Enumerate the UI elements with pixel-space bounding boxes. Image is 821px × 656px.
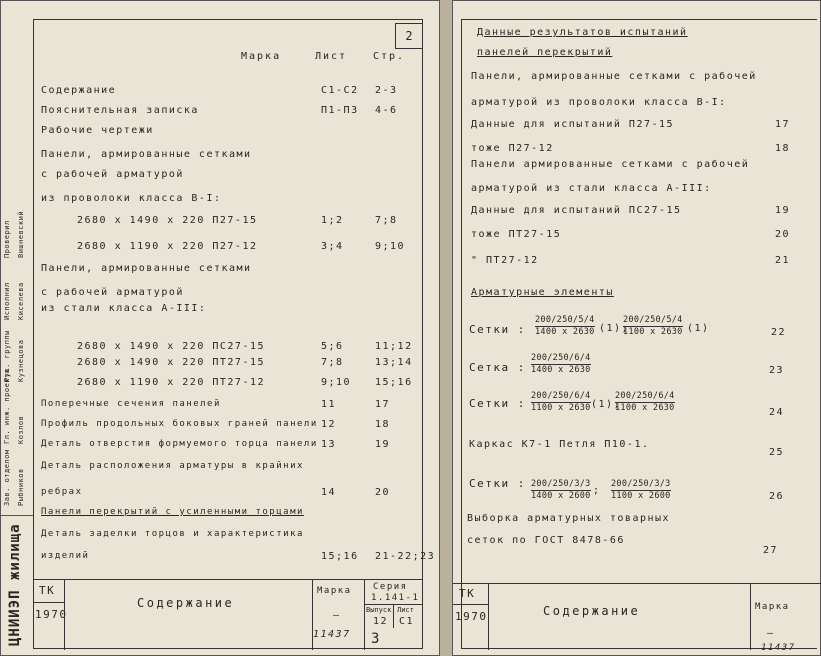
toc-row-text: Панели, армированные сетками	[41, 263, 252, 274]
right-stamp-marka: Марка	[755, 602, 790, 612]
result-row-text: арматурой из стали класса А-III:	[471, 183, 712, 194]
vyborka-page: 27	[763, 545, 779, 556]
toc-row-page: 17	[375, 399, 391, 410]
right-stamp-title: Содержание	[543, 604, 641, 618]
setki-1-suffix: (1)	[687, 323, 710, 334]
sidebar-label: Киселева	[17, 282, 25, 320]
toc-row-text: изделий	[41, 551, 90, 561]
setki-4-fraction-1: 200/250/3/3 1400 x 2600	[531, 479, 591, 501]
sidebar-label: Козлов	[17, 415, 25, 444]
toc-row-sheet: 14	[321, 487, 337, 498]
stamp-list-value: С1	[399, 616, 415, 627]
result-row-text: тоже П27-12	[471, 143, 554, 154]
result-row-text: " ПТ27-12	[471, 255, 539, 266]
toc-row-page: 4-6	[375, 105, 398, 116]
toc-row-sheet: 15;16	[321, 551, 359, 562]
toc-row-sheet: 3;4	[321, 241, 344, 252]
setki-3-label: Сетки :	[469, 397, 526, 410]
sidebar-label: Гл. инж. проекта	[3, 368, 11, 444]
toc-row-page: 9;10	[375, 241, 406, 252]
right-title-2: панелей перекрытий	[477, 47, 613, 58]
setki-3-fraction-1: 200/250/6/4 1100 x 2630	[531, 391, 591, 413]
toc-row-sheet: 13	[321, 439, 337, 450]
page-number: 2	[395, 23, 423, 49]
toc-row-sheet: 11	[321, 399, 337, 410]
setki-1-fraction-2: 200/250/5/4 1100 x 2630	[623, 315, 683, 337]
setki-3-fraction-2: 200/250/6/4 1100 x 2630	[615, 391, 675, 413]
toc-row-text: 2680 x 1490 x 220 ПС27-15	[77, 341, 266, 352]
stamp-marka-label: Марка	[317, 586, 352, 596]
toc-row-page: 21-22;23	[375, 551, 436, 562]
result-row-text: Панели армированные сетками с рабочей	[471, 159, 750, 170]
right-title-stamp: ТК 1970 Содержание Марка —	[453, 583, 821, 649]
setki-4-sep: ;	[593, 485, 601, 496]
header-list: Лист	[315, 51, 348, 62]
result-row-page: 17	[775, 119, 791, 130]
toc-row-text: 2680 x 1190 x 220 ПТ27-12	[77, 377, 266, 388]
vyborka-line-2: сеток по ГОСТ 8478-66	[467, 535, 625, 546]
stamp-seria-label: Серия	[373, 582, 408, 592]
result-row-text: Данные для испытаний П27-15	[471, 119, 675, 130]
setki-3-page: 24	[769, 407, 785, 418]
right-stamp-tk: ТК	[459, 587, 476, 600]
toc-row-text: 2680 x 1490 x 220 П27-15	[77, 215, 258, 226]
stamp-vypusk-label: Выпуск	[366, 606, 392, 614]
toc-row-text: Панели перекрытий с усиленными торцами	[41, 507, 304, 517]
toc-row-page: 19	[375, 439, 391, 450]
toc-row-page: 15;16	[375, 377, 413, 388]
stamp-title: Содержание	[137, 596, 235, 610]
setki-1-page: 22	[771, 327, 787, 338]
section-armature: Арматурные элементы	[471, 287, 614, 298]
vyborka-line-1: Выборка арматурных товарных	[467, 513, 671, 524]
result-row-page: 18	[775, 143, 791, 154]
toc-row-page: 11;12	[375, 341, 413, 352]
toc-row-text: Деталь отверстия формуемого торца панели	[41, 439, 318, 449]
title-stamp: ТК 1970 Содержание Марка — Серия 1.141-1 Выпуск Лист 12 С1	[33, 579, 423, 649]
sidebar-label: Вишневский	[17, 210, 25, 258]
toc-row-sheet: С1-С2	[321, 85, 359, 96]
sidebar-label: Зав. отделом	[3, 449, 11, 506]
toc-row-text: Пояснительная записка	[41, 105, 199, 116]
toc-row-page: 20	[375, 487, 391, 498]
toc-row-text: Деталь расположения арматуры в крайних	[41, 461, 304, 471]
toc-row-text: ребрах	[41, 487, 83, 497]
header-marka: Марка	[241, 51, 282, 62]
toc-row-text: Рабочие чертежи	[41, 125, 154, 136]
result-row-text: Данные для испытаний ПС27-15	[471, 205, 682, 216]
right-handwritten-number: 11437	[761, 643, 796, 653]
setki-4-fraction-2: 200/250/3/3 1100 x 2600	[611, 479, 671, 501]
stamp-year: 1970	[35, 608, 68, 621]
sidebar-label: Исполнил	[3, 282, 11, 320]
sidebar-label: Рук. группы	[3, 330, 11, 382]
result-row-text: Панели, армированные сетками с рабочей	[471, 71, 757, 82]
toc-row-text: Панели, армированные сетками	[41, 149, 252, 160]
result-row-page: 19	[775, 205, 791, 216]
stamp-seria-value: 1.141-1	[371, 593, 420, 603]
title-block-sidebar	[1, 206, 34, 649]
toc-row-text: 2680 x 1490 x 220 ПТ27-15	[77, 357, 266, 368]
result-row-text: тоже ПТ27-15	[471, 229, 562, 240]
sidebar-label: Проверил	[3, 220, 11, 258]
toc-row-text: Поперечные сечения панелей	[41, 399, 221, 409]
setki-1-label: Сетки :	[469, 323, 526, 336]
setki-1-sep: (1);	[599, 323, 630, 334]
toc-row-sheet: 1;2	[321, 215, 344, 226]
result-row-page: 21	[775, 255, 791, 266]
result-row-page: 20	[775, 229, 791, 240]
toc-row-text: из стали класса А-III:	[41, 303, 207, 314]
setka-2-fraction: 200/250/6/4 1400 x 2630	[531, 353, 591, 375]
stamp-list-label: Лист	[397, 606, 414, 614]
setki-4-page: 26	[769, 491, 785, 502]
toc-row-text: Содержание	[41, 85, 117, 96]
toc-row-text: из проволоки класса В-I:	[41, 193, 222, 204]
binding-gutter	[440, 0, 452, 656]
toc-row-page: 2-3	[375, 85, 398, 96]
toc-row-page: 18	[375, 419, 391, 430]
toc-row-sheet: 5;6	[321, 341, 344, 352]
stamp-tk: ТК	[39, 584, 56, 597]
header-str: Стр.	[373, 51, 406, 62]
right-title-1: Данные результатов испытаний	[477, 27, 688, 38]
stamp-vypusk-value: 12	[373, 616, 389, 627]
page-mark: 3	[371, 631, 381, 647]
setki-1-fraction-1: 200/250/5/4 1400 x 2630	[535, 315, 595, 337]
right-page	[452, 0, 821, 656]
toc-row-text: с рабочей арматурой	[41, 169, 184, 180]
setki-3-sep: (1);	[591, 399, 622, 410]
karkas-page: 25	[769, 447, 785, 458]
result-row-text: арматурой из проволоки класса В-I:	[471, 97, 727, 108]
org-name: ЦНИИЭП жилища	[7, 523, 23, 646]
sidebar-label: Кузнецова	[17, 339, 25, 382]
setka-2-page: 23	[769, 365, 785, 376]
toc-row-sheet: 12	[321, 419, 337, 430]
handwritten-number: 11437	[313, 629, 351, 640]
right-stamp-year: 1970	[455, 610, 488, 623]
setki-4-label: Сетки :	[469, 477, 526, 490]
toc-row-text: с рабочей арматурой	[41, 287, 184, 298]
toc-row-sheet: 7;8	[321, 357, 344, 368]
sidebar-label: Рыбников	[17, 468, 25, 506]
toc-row-text: Деталь заделки торцов и характеристика	[41, 529, 304, 539]
toc-row-page: 13;14	[375, 357, 413, 368]
toc-row-text: 2680 x 1190 x 220 П27-12	[77, 241, 258, 252]
toc-row-page: 7;8	[375, 215, 398, 226]
toc-row-text: Профиль продольных боковых граней панели	[41, 419, 318, 429]
setka-2-label: Сетка :	[469, 361, 526, 374]
karkas-row: Каркас К7-1 Петля П10-1.	[469, 439, 650, 450]
toc-row-sheet: П1-П3	[321, 105, 359, 116]
toc-row-sheet: 9;10	[321, 377, 352, 388]
